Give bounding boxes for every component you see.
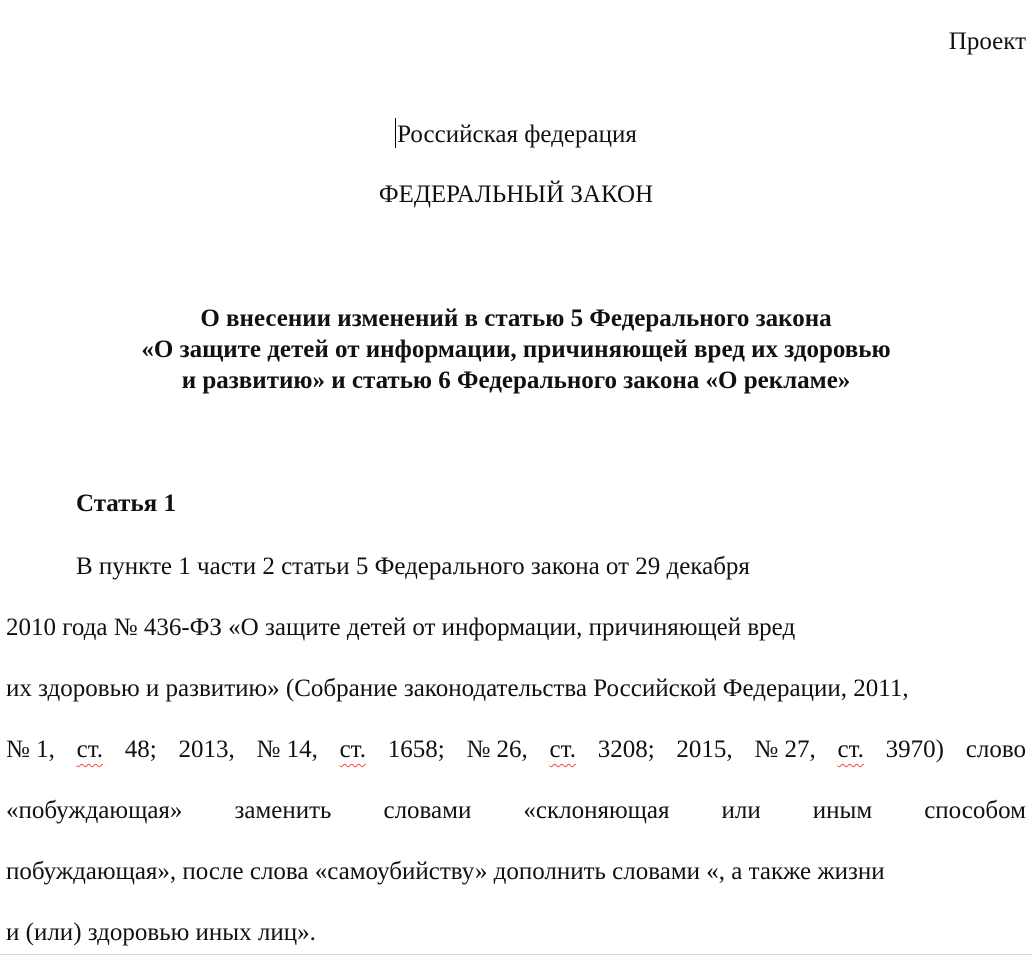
spellcheck-word[interactable]: ст. [339,736,366,763]
country-heading[interactable] [0,118,1032,149]
law-title-line-1: О внесении изменений в статью 5 Федерального закона [200,305,832,332]
word: 3208; [597,736,655,763]
word: 48; [124,736,157,763]
article-1-line-6: побуждающая», после слова «самоубийству» дополнить словами «, а также жизни [6,858,885,885]
word: № 26, [466,736,528,763]
article-1-line-1: В пункте 1 части 2 статьи 5 Федерального закона от 29 декабря [76,553,750,580]
word: № 1, [6,736,55,763]
article-1-line-4 [6,736,1026,764]
word: № 14, [256,736,318,763]
word: словами [383,797,472,824]
article-1-line-2: 2010 года № 436-ФЗ «О защите детей от информации, причиняющей вред [6,614,796,641]
project-label: Проект [948,28,1026,55]
law-title-line-3: и развитию» и статью 6 Федерального закона «О рекламе» [181,367,851,394]
word: «побуждающая» [6,797,183,824]
word: 2015, [676,736,733,763]
word: заменить [234,797,332,824]
word: способом [924,797,1026,824]
word: слово [965,736,1026,763]
law-title-line-2: «О защите детей от информации, причиняющей вред их здоровью [141,336,891,363]
spellcheck-word[interactable]: ст. [549,736,576,763]
spellcheck-word[interactable]: ст. [76,736,104,763]
word: иным [812,797,873,824]
article-1-line-7: и (или) здоровью иных лиц». [6,919,316,946]
article-1-heading: Статья 1 [76,490,176,517]
word: 3970) [885,736,944,763]
word: или [721,797,761,824]
word: № 27, [754,736,816,763]
page-divider [0,954,1032,955]
country-text: Российская федерация [397,121,637,148]
text-cursor [395,118,396,148]
word: «склоняющая [523,797,670,824]
word: 1658; [387,736,445,763]
word: 2013, [178,736,235,763]
spellcheck-word[interactable]: ст. [837,736,864,763]
article-1-line-3: их здоровью и развитию» (Собрание законодательства Российской Федерации, 2011, [6,675,909,702]
article-1-line-5 [6,797,1026,825]
document-type-heading: ФЕДЕРАЛЬНЫЙ ЗАКОН [378,181,654,208]
